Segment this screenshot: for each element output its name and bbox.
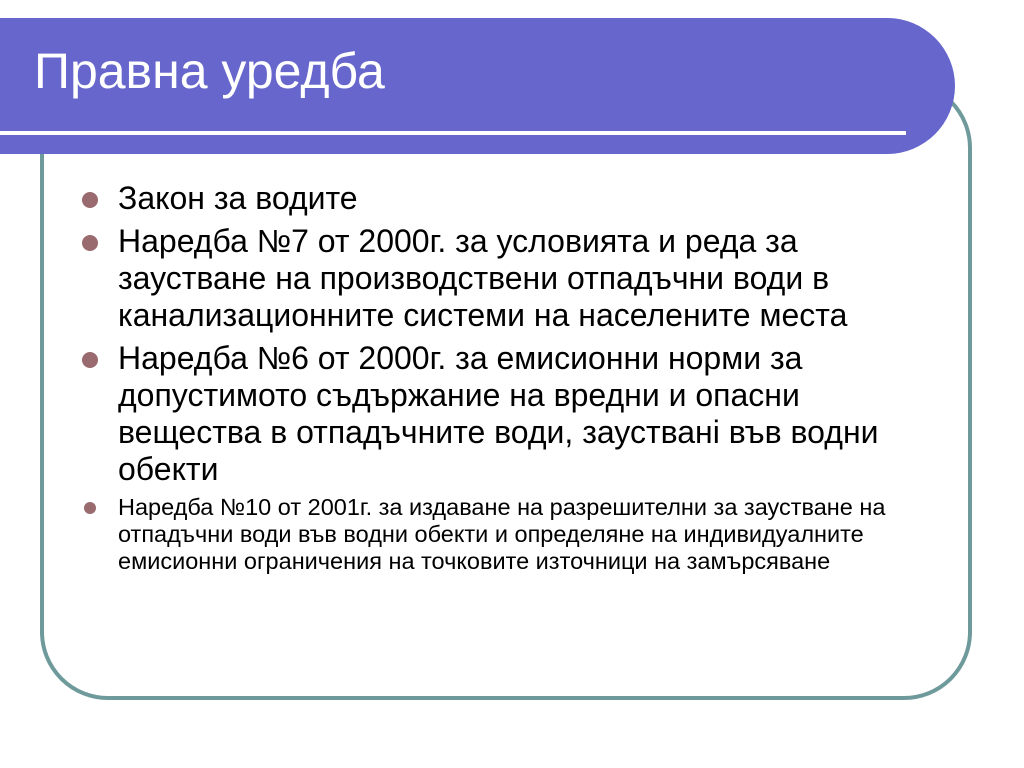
slide-title: Правна уредба (34, 43, 385, 99)
bullet-item-regulation-10 (78, 494, 938, 575)
circle-bullet-icon (84, 502, 96, 514)
circle-bullet-icon (82, 352, 98, 368)
bullet-text: Наредба №6 от 2000г. за емисионни норми за допустимото съдържание на вредни и опасни вещества в отпадъчните води, заустванi във водни обекти (118, 340, 879, 487)
bullet-text: Наредба №10 от 2001г. за издаване на разрешителни за заустване на отпадъчни води във водни обекти и определяне на индивидуалните емисионни ограничения на точковите източници на замърсяване (118, 494, 886, 574)
bullet-item-water-act (78, 180, 938, 217)
bullet-text: Наредба №7 от 2000г. за условията и реда за заустване на производствени отпадъчни води в канализационните системи на населените места (118, 223, 848, 333)
title-divider (0, 131, 906, 135)
bullet-text: Закон за водите (118, 180, 358, 216)
circle-bullet-icon (82, 192, 98, 208)
circle-bullet-icon (82, 235, 98, 251)
bullet-item-regulation-6 (78, 340, 938, 488)
bullet-list (78, 180, 938, 575)
bullet-item-regulation-7 (78, 223, 938, 334)
